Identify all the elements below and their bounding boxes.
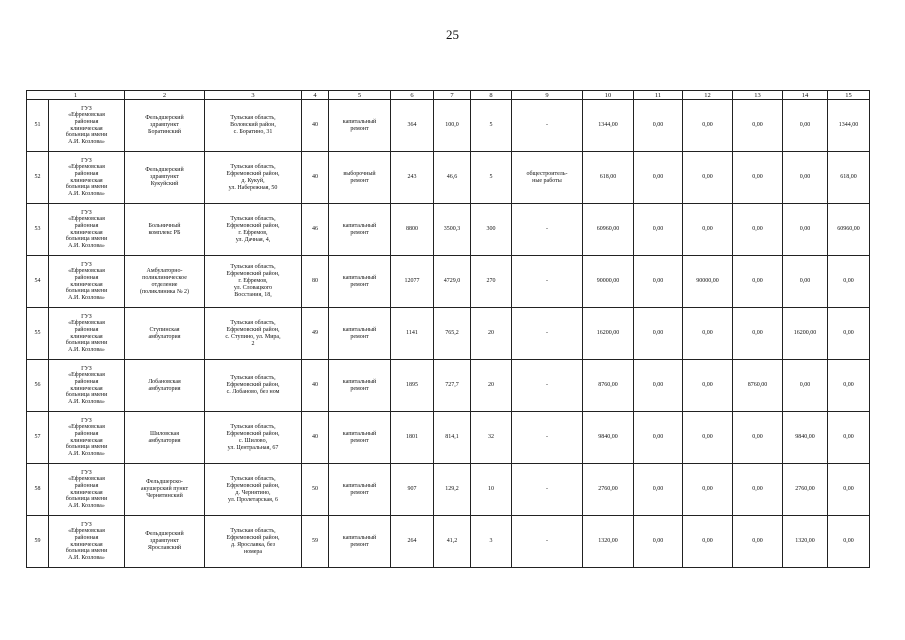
cell-area: 46,6 (434, 152, 471, 204)
table-row (27, 412, 870, 464)
table-row (27, 100, 870, 152)
cell-work-type: капитальный ремонт (329, 100, 391, 152)
cell-area: 727,7 (434, 360, 471, 412)
cell-cost-year-4: 0,00 (783, 204, 828, 256)
cell-work-type: капитальный ремонт (329, 516, 391, 568)
cell-cost-year-3: 0,00 (733, 100, 783, 152)
cell-wear-percent: 50 (302, 464, 329, 516)
cell-cost-year-3: 0,00 (733, 308, 783, 360)
cell-row-number: 59 (27, 516, 49, 568)
cell-organization: ГУЗ «Ефремовская районная клиническая больница имени А.И. Козлова» (49, 256, 125, 308)
cell-address: Тульская область, Ефремовский район, д. Ярославка, без номера (205, 516, 302, 568)
cell-capacity: 5 (471, 152, 512, 204)
cell-total-cost: 1344,00 (583, 100, 634, 152)
cell-cost-year-2: 0,00 (683, 516, 733, 568)
cell-volume: 1141 (391, 308, 434, 360)
header-cell-1: 1 (27, 91, 125, 100)
cell-cost-year-3: 0,00 (733, 152, 783, 204)
cell-address: Тульская область, Ефремовский район, с. Лобаново, без ном (205, 360, 302, 412)
cell-cost-year-2: 0,00 (683, 100, 733, 152)
cell-address: Тульская область, Воловский район, с. Боратино, 31 (205, 100, 302, 152)
cell-cost-year-2: 0,00 (683, 412, 733, 464)
cell-row-number: 53 (27, 204, 49, 256)
cell-work-description: - (512, 256, 583, 308)
cell-address: Тульская область, Ефремовский район, д. Чернятино, ул. Пролетарская, 6 (205, 464, 302, 516)
cell-volume: 1801 (391, 412, 434, 464)
cell-cost-year-2: 90000,00 (683, 256, 733, 308)
cell-address: Тульская область, Ефремовский район, г. Ефремов, ул. Дачная, 4, (205, 204, 302, 256)
cell-cost-year-2: 0,00 (683, 204, 733, 256)
cell-work-description: общестроитель- ные работы (512, 152, 583, 204)
cell-organization: ГУЗ «Ефремовская районная клиническая больница имени А.И. Козлова» (49, 412, 125, 464)
cell-facility-name: Фельдшерско- акушерский пункт Чернятинский (125, 464, 205, 516)
cell-work-type: выборочный ремонт (329, 152, 391, 204)
cell-area: 129,2 (434, 464, 471, 516)
cell-capacity: 32 (471, 412, 512, 464)
cell-wear-percent: 46 (302, 204, 329, 256)
cell-work-type: капитальный ремонт (329, 360, 391, 412)
cell-cost-year-4: 9840,00 (783, 412, 828, 464)
cell-cost-year-4: 16200,00 (783, 308, 828, 360)
header-cell-3: 3 (205, 91, 302, 100)
header-cell-14: 14 (783, 91, 828, 100)
cell-area: 4729,0 (434, 256, 471, 308)
cell-wear-percent: 80 (302, 256, 329, 308)
cell-cost-year-4: 0,00 (783, 152, 828, 204)
cell-cost-year-1: 0,00 (634, 464, 683, 516)
cell-facility-name: Фельдшерский здравпункт Ярославский (125, 516, 205, 568)
cell-row-number: 57 (27, 412, 49, 464)
cell-total-cost: 618,00 (583, 152, 634, 204)
cell-cost-year-5: 0,00 (828, 360, 870, 412)
cell-capacity: 270 (471, 256, 512, 308)
cell-volume: 364 (391, 100, 434, 152)
cell-cost-year-1: 0,00 (634, 516, 683, 568)
header-cell-4: 4 (302, 91, 329, 100)
header-cell-2: 2 (125, 91, 205, 100)
cell-area: 814,1 (434, 412, 471, 464)
header-cell-9: 9 (512, 91, 583, 100)
header-cell-5: 5 (329, 91, 391, 100)
cell-total-cost: 9840,00 (583, 412, 634, 464)
cell-cost-year-5: 1344,00 (828, 100, 870, 152)
cell-facility-name: Фельдшерский здравпункт Боратинский (125, 100, 205, 152)
cell-cost-year-4: 0,00 (783, 360, 828, 412)
cell-organization: ГУЗ «Ефремовская районная клиническая больница имени А.И. Козлова» (49, 308, 125, 360)
cell-row-number: 54 (27, 256, 49, 308)
table-row (27, 360, 870, 412)
cell-cost-year-4: 0,00 (783, 256, 828, 308)
cell-cost-year-2: 0,00 (683, 360, 733, 412)
cell-row-number: 56 (27, 360, 49, 412)
cell-total-cost: 60960,00 (583, 204, 634, 256)
cell-cost-year-4: 0,00 (783, 100, 828, 152)
header-cell-6: 6 (391, 91, 434, 100)
header-cell-11: 11 (634, 91, 683, 100)
cell-total-cost: 1320,00 (583, 516, 634, 568)
cell-work-description: - (512, 100, 583, 152)
table-row (27, 204, 870, 256)
cell-organization: ГУЗ «Ефремовская районная клиническая больница имени А.И. Козлова» (49, 516, 125, 568)
cell-facility-name: Фельдшерский здравпункт Кукуйский (125, 152, 205, 204)
cell-facility-name: Амбулаторно- поликлиническое отделение (поликлиника № 2) (125, 256, 205, 308)
cell-cost-year-5: 0,00 (828, 412, 870, 464)
cell-cost-year-1: 0,00 (634, 256, 683, 308)
cell-total-cost: 2760,00 (583, 464, 634, 516)
cell-total-cost: 16200,00 (583, 308, 634, 360)
cell-organization: ГУЗ «Ефремовская районная клиническая больница имени А.И. Козлова» (49, 100, 125, 152)
cell-total-cost: 90000,00 (583, 256, 634, 308)
cell-capacity: 300 (471, 204, 512, 256)
cell-work-type: капитальный ремонт (329, 308, 391, 360)
header-cell-15: 15 (828, 91, 870, 100)
cell-cost-year-1: 0,00 (634, 412, 683, 464)
cell-work-type: капитальный ремонт (329, 256, 391, 308)
cell-work-description: - (512, 516, 583, 568)
cell-organization: ГУЗ «Ефремовская районная клиническая больница имени А.И. Козлова» (49, 464, 125, 516)
cell-capacity: 20 (471, 360, 512, 412)
cell-cost-year-1: 0,00 (634, 360, 683, 412)
cell-area: 100,0 (434, 100, 471, 152)
header-cell-13: 13 (733, 91, 783, 100)
header-cell-8: 8 (471, 91, 512, 100)
cell-organization: ГУЗ «Ефремовская районная клиническая больница имени А.И. Козлова» (49, 152, 125, 204)
cell-wear-percent: 59 (302, 516, 329, 568)
cell-facility-name: Ступинская амбулатория (125, 308, 205, 360)
cell-work-type: капитальный ремонт (329, 464, 391, 516)
header-cell-7: 7 (434, 91, 471, 100)
cell-cost-year-1: 0,00 (634, 152, 683, 204)
cell-organization: ГУЗ «Ефремовская районная клиническая больница имени А.И. Козлова» (49, 204, 125, 256)
cell-cost-year-1: 0,00 (634, 204, 683, 256)
cell-cost-year-3: 0,00 (733, 256, 783, 308)
cell-row-number: 58 (27, 464, 49, 516)
cell-cost-year-3: 0,00 (733, 516, 783, 568)
cell-volume: 8800 (391, 204, 434, 256)
table-row (27, 256, 870, 308)
cell-area: 41,2 (434, 516, 471, 568)
cell-cost-year-5: 0,00 (828, 308, 870, 360)
cell-address: Тульская область, Ефремовский район, г. Ефремов, ул. Словацкого Восстания, 18, (205, 256, 302, 308)
cell-row-number: 52 (27, 152, 49, 204)
cell-cost-year-2: 0,00 (683, 152, 733, 204)
cell-cost-year-3: 0,00 (733, 464, 783, 516)
cell-capacity: 20 (471, 308, 512, 360)
cell-volume: 907 (391, 464, 434, 516)
cell-cost-year-3: 0,00 (733, 412, 783, 464)
cell-wear-percent: 40 (302, 152, 329, 204)
cell-volume: 1895 (391, 360, 434, 412)
header-row (27, 91, 870, 100)
cell-volume: 243 (391, 152, 434, 204)
cell-address: Тульская область, Ефремовский район, с. Ступино, ул. Мира, 2 (205, 308, 302, 360)
cell-cost-year-1: 0,00 (634, 308, 683, 360)
cell-volume: 12077 (391, 256, 434, 308)
cell-cost-year-3: 0,00 (733, 204, 783, 256)
table-row (27, 516, 870, 568)
data-table (26, 90, 870, 568)
cell-work-description: - (512, 308, 583, 360)
cell-wear-percent: 40 (302, 412, 329, 464)
cell-cost-year-5: 60960,00 (828, 204, 870, 256)
header-cell-10: 10 (583, 91, 634, 100)
cell-organization: ГУЗ «Ефремовская районная клиническая больница имени А.И. Козлова» (49, 360, 125, 412)
cell-cost-year-3: 8760,00 (733, 360, 783, 412)
cell-volume: 264 (391, 516, 434, 568)
cell-address: Тульская область, Ефремовский район, с. Шилово, ул. Центральная, 67 (205, 412, 302, 464)
cell-facility-name: Лобановская амбулатория (125, 360, 205, 412)
table-row (27, 152, 870, 204)
table-row (27, 308, 870, 360)
cell-wear-percent: 40 (302, 100, 329, 152)
cell-cost-year-5: 618,00 (828, 152, 870, 204)
cell-cost-year-2: 0,00 (683, 308, 733, 360)
cell-capacity: 3 (471, 516, 512, 568)
cell-area: 765,2 (434, 308, 471, 360)
cell-address: Тульская область, Ефремовский район, д. Кукуй, ул. Набережная, 50 (205, 152, 302, 204)
cell-cost-year-4: 1320,00 (783, 516, 828, 568)
cell-row-number: 51 (27, 100, 49, 152)
table-row (27, 464, 870, 516)
cell-capacity: 5 (471, 100, 512, 152)
cell-wear-percent: 49 (302, 308, 329, 360)
cell-work-description: - (512, 412, 583, 464)
cell-work-description: - (512, 464, 583, 516)
header-cell-12: 12 (683, 91, 733, 100)
cell-cost-year-2: 0,00 (683, 464, 733, 516)
cell-facility-name: Шиловская амбулатория (125, 412, 205, 464)
cell-work-description: - (512, 360, 583, 412)
cell-work-description: - (512, 204, 583, 256)
cell-cost-year-5: 0,00 (828, 516, 870, 568)
cell-cost-year-5: 0,00 (828, 464, 870, 516)
cell-facility-name: Больничный комплекс РБ (125, 204, 205, 256)
cell-cost-year-1: 0,00 (634, 100, 683, 152)
cell-area: 3500,3 (434, 204, 471, 256)
cell-total-cost: 8760,00 (583, 360, 634, 412)
cell-work-type: капитальный ремонт (329, 204, 391, 256)
cell-capacity: 10 (471, 464, 512, 516)
cell-work-type: капитальный ремонт (329, 412, 391, 464)
page-number: 25 (446, 27, 459, 42)
cell-cost-year-5: 0,00 (828, 256, 870, 308)
cell-wear-percent: 40 (302, 360, 329, 412)
cell-row-number: 55 (27, 308, 49, 360)
cell-cost-year-4: 2760,00 (783, 464, 828, 516)
